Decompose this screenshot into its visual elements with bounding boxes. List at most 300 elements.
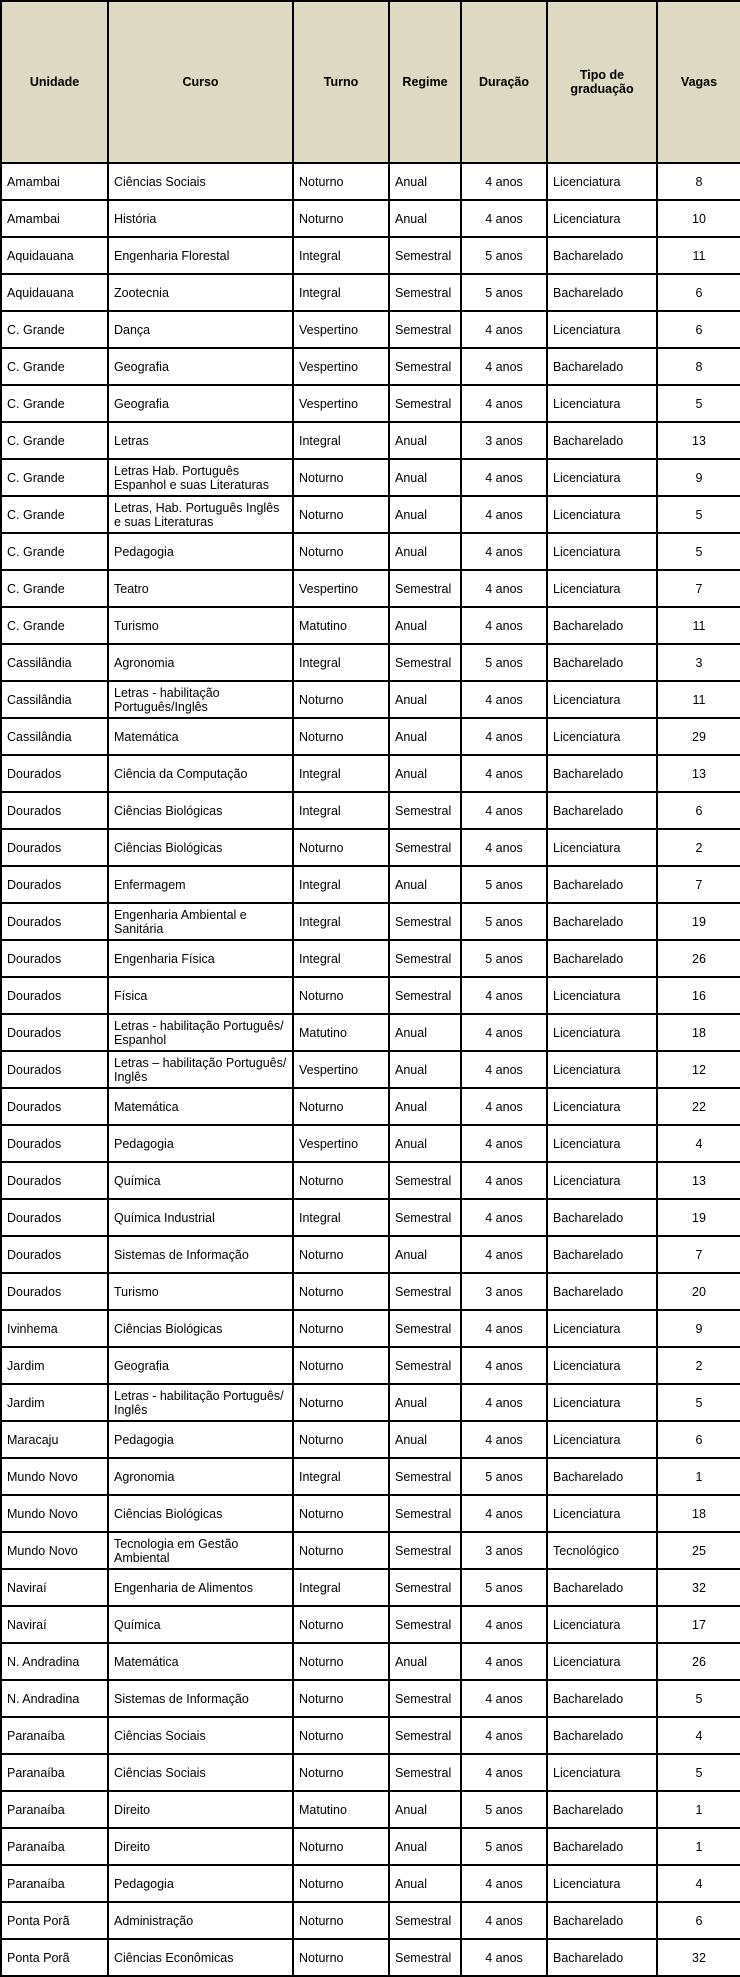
- cell-vagas: 1: [657, 1791, 740, 1828]
- cell-regime: Semestral: [389, 1347, 461, 1384]
- cell-regime: Anual: [389, 1236, 461, 1273]
- cell-regime: Semestral: [389, 237, 461, 274]
- cell-tipo-graduacao: Bacharelado: [547, 1828, 657, 1865]
- cell-regime: Anual: [389, 1088, 461, 1125]
- cell-tipo-graduacao: Licenciatura: [547, 977, 657, 1014]
- cell-turno: Noturno: [293, 977, 389, 1014]
- table-row: [1, 1310, 740, 1347]
- table-row: [1, 977, 740, 1014]
- cell-duracao: 4 anos: [461, 1199, 547, 1236]
- cell-duracao: 5 anos: [461, 866, 547, 903]
- cell-unidade: Paranaíba: [1, 1828, 108, 1865]
- cell-vagas: 8: [657, 163, 740, 200]
- cell-turno: Integral: [293, 274, 389, 311]
- cell-unidade: Naviraí: [1, 1569, 108, 1606]
- cell-regime: Semestral: [389, 348, 461, 385]
- cell-vagas: 13: [657, 422, 740, 459]
- cell-unidade: Amambai: [1, 163, 108, 200]
- cell-tipo-graduacao: Bacharelado: [547, 903, 657, 940]
- cell-vagas: 26: [657, 940, 740, 977]
- cell-turno: Noturno: [293, 200, 389, 237]
- cell-unidade: Naviraí: [1, 1606, 108, 1643]
- cell-curso: Pedagogia: [108, 1865, 293, 1902]
- table-row: [1, 1532, 740, 1569]
- cell-regime: Anual: [389, 1384, 461, 1421]
- table-row: [1, 755, 740, 792]
- cell-regime: Anual: [389, 1051, 461, 1088]
- cell-tipo-graduacao: Licenciatura: [547, 1347, 657, 1384]
- cell-regime: Anual: [389, 1865, 461, 1902]
- cell-vagas: 5: [657, 533, 740, 570]
- cell-duracao: 4 anos: [461, 792, 547, 829]
- cell-duracao: 4 anos: [461, 1014, 547, 1051]
- table-row: [1, 1236, 740, 1273]
- cell-curso: Enfermagem: [108, 866, 293, 903]
- cell-unidade: Aquidauana: [1, 274, 108, 311]
- cell-tipo-graduacao: Bacharelado: [547, 1939, 657, 1976]
- cell-turno: Matutino: [293, 1014, 389, 1051]
- cell-turno: Noturno: [293, 1606, 389, 1643]
- cell-vagas: 17: [657, 1606, 740, 1643]
- cell-duracao: 4 anos: [461, 1606, 547, 1643]
- table-row: [1, 1051, 740, 1088]
- table-row: [1, 1458, 740, 1495]
- cell-curso: Letras, Hab. Português Inglês e suas Literaturas: [108, 496, 293, 533]
- cell-regime: Semestral: [389, 1310, 461, 1347]
- cell-duracao: 4 anos: [461, 1310, 547, 1347]
- table-row: [1, 829, 740, 866]
- cell-duracao: 4 anos: [461, 1939, 547, 1976]
- cell-duracao: 4 anos: [461, 755, 547, 792]
- cell-duracao: 4 anos: [461, 1162, 547, 1199]
- cell-duracao: 5 anos: [461, 903, 547, 940]
- cell-tipo-graduacao: Licenciatura: [547, 1125, 657, 1162]
- cell-vagas: 6: [657, 1902, 740, 1939]
- table-row: [1, 644, 740, 681]
- cell-regime: Anual: [389, 422, 461, 459]
- cell-regime: Semestral: [389, 903, 461, 940]
- cell-duracao: 5 anos: [461, 274, 547, 311]
- cell-curso: Direito: [108, 1828, 293, 1865]
- header-unidade: Unidade: [1, 1, 108, 163]
- cell-regime: Anual: [389, 1421, 461, 1458]
- cell-tipo-graduacao: Licenciatura: [547, 163, 657, 200]
- cell-unidade: Dourados: [1, 792, 108, 829]
- cell-tipo-graduacao: Bacharelado: [547, 1569, 657, 1606]
- cell-unidade: Dourados: [1, 1273, 108, 1310]
- cell-duracao: 4 anos: [461, 570, 547, 607]
- cell-vagas: 25: [657, 1532, 740, 1569]
- table-row: [1, 1717, 740, 1754]
- cell-vagas: 5: [657, 1680, 740, 1717]
- table-row: [1, 1495, 740, 1532]
- cell-unidade: C. Grande: [1, 496, 108, 533]
- cell-duracao: 4 anos: [461, 533, 547, 570]
- cell-curso: Química: [108, 1606, 293, 1643]
- table-row: [1, 1828, 740, 1865]
- cell-turno: Noturno: [293, 1532, 389, 1569]
- cell-unidade: Jardim: [1, 1347, 108, 1384]
- cell-curso: Sistemas de Informação: [108, 1236, 293, 1273]
- cell-vagas: 8: [657, 348, 740, 385]
- cell-regime: Semestral: [389, 1902, 461, 1939]
- cell-turno: Matutino: [293, 607, 389, 644]
- cell-vagas: 4: [657, 1717, 740, 1754]
- cell-unidade: Dourados: [1, 755, 108, 792]
- cell-unidade: Ponta Porã: [1, 1902, 108, 1939]
- cell-unidade: Dourados: [1, 1088, 108, 1125]
- cell-vagas: 18: [657, 1014, 740, 1051]
- cell-regime: Anual: [389, 755, 461, 792]
- cell-duracao: 5 anos: [461, 1791, 547, 1828]
- cell-unidade: C. Grande: [1, 533, 108, 570]
- cell-vagas: 11: [657, 237, 740, 274]
- cell-tipo-graduacao: Licenciatura: [547, 1051, 657, 1088]
- cell-unidade: Paranaíba: [1, 1754, 108, 1791]
- cell-tipo-graduacao: Bacharelado: [547, 1199, 657, 1236]
- table-row: [1, 1606, 740, 1643]
- cell-vagas: 10: [657, 200, 740, 237]
- cell-turno: Noturno: [293, 1347, 389, 1384]
- table-row: [1, 607, 740, 644]
- cell-duracao: 5 anos: [461, 940, 547, 977]
- cell-turno: Integral: [293, 422, 389, 459]
- cell-unidade: Jardim: [1, 1384, 108, 1421]
- cell-tipo-graduacao: Bacharelado: [547, 940, 657, 977]
- cell-vagas: 26: [657, 1643, 740, 1680]
- table-row: [1, 1088, 740, 1125]
- cell-unidade: C. Grande: [1, 570, 108, 607]
- cell-duracao: 3 anos: [461, 1273, 547, 1310]
- cell-curso: Engenharia Ambiental e Sanitária: [108, 903, 293, 940]
- cell-unidade: C. Grande: [1, 311, 108, 348]
- table-row: [1, 422, 740, 459]
- cell-duracao: 5 anos: [461, 237, 547, 274]
- cell-curso: Química Industrial: [108, 1199, 293, 1236]
- cell-duracao: 4 anos: [461, 200, 547, 237]
- cell-duracao: 3 anos: [461, 1532, 547, 1569]
- cell-regime: Semestral: [389, 977, 461, 1014]
- cell-unidade: C. Grande: [1, 422, 108, 459]
- cell-curso: Engenharia Florestal: [108, 237, 293, 274]
- cell-turno: Noturno: [293, 1088, 389, 1125]
- cell-turno: Integral: [293, 644, 389, 681]
- cell-curso: Ciências Sociais: [108, 163, 293, 200]
- cell-vagas: 19: [657, 1199, 740, 1236]
- cell-turno: Noturno: [293, 496, 389, 533]
- cell-regime: Semestral: [389, 1532, 461, 1569]
- cell-unidade: Mundo Novo: [1, 1495, 108, 1532]
- cell-curso: Letras – habilitação Português/ Inglês: [108, 1051, 293, 1088]
- cell-turno: Noturno: [293, 1236, 389, 1273]
- cell-tipo-graduacao: Licenciatura: [547, 1421, 657, 1458]
- table-row: [1, 385, 740, 422]
- cell-vagas: 2: [657, 829, 740, 866]
- cell-duracao: 4 anos: [461, 607, 547, 644]
- cell-unidade: Dourados: [1, 940, 108, 977]
- cell-vagas: 32: [657, 1569, 740, 1606]
- header-tipo-graduacao: Tipo de graduação: [547, 1, 657, 163]
- cell-turno: Noturno: [293, 718, 389, 755]
- cell-turno: Noturno: [293, 1939, 389, 1976]
- table-row: [1, 681, 740, 718]
- cell-unidade: Mundo Novo: [1, 1532, 108, 1569]
- cell-turno: Matutino: [293, 1791, 389, 1828]
- cell-tipo-graduacao: Bacharelado: [547, 237, 657, 274]
- cell-tipo-graduacao: Licenciatura: [547, 1088, 657, 1125]
- cell-turno: Integral: [293, 792, 389, 829]
- cell-duracao: 5 anos: [461, 1458, 547, 1495]
- cell-duracao: 4 anos: [461, 1643, 547, 1680]
- cell-turno: Integral: [293, 237, 389, 274]
- cell-curso: Administração: [108, 1902, 293, 1939]
- table-row: [1, 1902, 740, 1939]
- table-row: [1, 1754, 740, 1791]
- cell-unidade: Cassilândia: [1, 681, 108, 718]
- cell-turno: Noturno: [293, 1310, 389, 1347]
- cell-tipo-graduacao: Bacharelado: [547, 1717, 657, 1754]
- cell-regime: Semestral: [389, 385, 461, 422]
- table-row: [1, 348, 740, 385]
- cell-tipo-graduacao: Licenciatura: [547, 496, 657, 533]
- table-row: [1, 1939, 740, 1976]
- cell-regime: Semestral: [389, 274, 461, 311]
- cell-regime: Anual: [389, 163, 461, 200]
- cell-curso: Ciências Sociais: [108, 1754, 293, 1791]
- cell-curso: Tecnologia em Gestão Ambiental: [108, 1532, 293, 1569]
- cell-regime: Anual: [389, 1014, 461, 1051]
- table-row: [1, 1569, 740, 1606]
- cell-curso: Engenharia Física: [108, 940, 293, 977]
- cell-regime: Anual: [389, 681, 461, 718]
- cell-unidade: Amambai: [1, 200, 108, 237]
- cell-duracao: 4 anos: [461, 1754, 547, 1791]
- cell-unidade: Dourados: [1, 1199, 108, 1236]
- cell-turno: Noturno: [293, 1754, 389, 1791]
- cell-unidade: C. Grande: [1, 459, 108, 496]
- cell-turno: Integral: [293, 903, 389, 940]
- header-regime: Regime: [389, 1, 461, 163]
- cell-curso: Ciências Biológicas: [108, 792, 293, 829]
- cell-regime: Semestral: [389, 1754, 461, 1791]
- cell-regime: Semestral: [389, 1495, 461, 1532]
- cell-vagas: 11: [657, 681, 740, 718]
- cell-vagas: 19: [657, 903, 740, 940]
- cell-regime: Anual: [389, 496, 461, 533]
- table-body: [1, 163, 740, 1976]
- cell-vagas: 13: [657, 1162, 740, 1199]
- cell-tipo-graduacao: Bacharelado: [547, 644, 657, 681]
- cell-unidade: Cassilândia: [1, 644, 108, 681]
- cell-regime: Anual: [389, 718, 461, 755]
- cell-regime: Semestral: [389, 311, 461, 348]
- cell-curso: Geografia: [108, 1347, 293, 1384]
- cell-regime: Semestral: [389, 940, 461, 977]
- table-row: [1, 1347, 740, 1384]
- cell-tipo-graduacao: Bacharelado: [547, 866, 657, 903]
- cell-turno: Noturno: [293, 163, 389, 200]
- cell-tipo-graduacao: Bacharelado: [547, 1273, 657, 1310]
- cell-regime: Anual: [389, 1643, 461, 1680]
- cell-turno: Integral: [293, 866, 389, 903]
- cell-curso: Engenharia de Alimentos: [108, 1569, 293, 1606]
- table-row: [1, 274, 740, 311]
- cell-regime: Anual: [389, 533, 461, 570]
- cell-tipo-graduacao: Bacharelado: [547, 755, 657, 792]
- cell-vagas: 6: [657, 274, 740, 311]
- cell-duracao: 4 anos: [461, 718, 547, 755]
- cell-vagas: 18: [657, 1495, 740, 1532]
- cell-vagas: 12: [657, 1051, 740, 1088]
- cell-duracao: 5 anos: [461, 644, 547, 681]
- cell-tipo-graduacao: Licenciatura: [547, 1384, 657, 1421]
- cell-curso: Física: [108, 977, 293, 1014]
- cell-unidade: Ponta Porã: [1, 1939, 108, 1976]
- cell-turno: Noturno: [293, 459, 389, 496]
- cell-turno: Integral: [293, 1569, 389, 1606]
- cell-tipo-graduacao: Licenciatura: [547, 1606, 657, 1643]
- cell-vagas: 6: [657, 1421, 740, 1458]
- cell-regime: Anual: [389, 1828, 461, 1865]
- cell-turno: Noturno: [293, 1495, 389, 1532]
- cell-tipo-graduacao: Licenciatura: [547, 1310, 657, 1347]
- table-row: [1, 311, 740, 348]
- cell-curso: Sistemas de Informação: [108, 1680, 293, 1717]
- cell-tipo-graduacao: Bacharelado: [547, 607, 657, 644]
- cell-turno: Integral: [293, 940, 389, 977]
- cell-duracao: 4 anos: [461, 1680, 547, 1717]
- cell-duracao: 5 anos: [461, 1569, 547, 1606]
- cell-curso: Ciências Econômicas: [108, 1939, 293, 1976]
- cell-vagas: 2: [657, 1347, 740, 1384]
- cell-turno: Vespertino: [293, 1125, 389, 1162]
- cell-curso: Pedagogia: [108, 1125, 293, 1162]
- cell-turno: Noturno: [293, 1680, 389, 1717]
- cell-curso: Pedagogia: [108, 533, 293, 570]
- cell-tipo-graduacao: Licenciatura: [547, 681, 657, 718]
- cell-curso: Direito: [108, 1791, 293, 1828]
- cell-tipo-graduacao: Licenciatura: [547, 570, 657, 607]
- cell-duracao: 4 anos: [461, 1236, 547, 1273]
- cell-vagas: 1: [657, 1828, 740, 1865]
- cell-unidade: Dourados: [1, 1051, 108, 1088]
- cell-curso: Letras - habilitação Português/ Espanhol: [108, 1014, 293, 1051]
- cell-regime: Anual: [389, 459, 461, 496]
- cell-tipo-graduacao: Bacharelado: [547, 1458, 657, 1495]
- cell-duracao: 4 anos: [461, 459, 547, 496]
- table-row: [1, 459, 740, 496]
- cell-duracao: 4 anos: [461, 1384, 547, 1421]
- cell-turno: Noturno: [293, 1643, 389, 1680]
- cell-tipo-graduacao: Bacharelado: [547, 1902, 657, 1939]
- cell-duracao: 4 anos: [461, 1421, 547, 1458]
- cell-duracao: 4 anos: [461, 977, 547, 1014]
- table-row: [1, 1199, 740, 1236]
- cell-vagas: 20: [657, 1273, 740, 1310]
- cell-tipo-graduacao: Licenciatura: [547, 385, 657, 422]
- table-row: [1, 940, 740, 977]
- cell-vagas: 7: [657, 570, 740, 607]
- cell-unidade: C. Grande: [1, 607, 108, 644]
- table-row: [1, 1643, 740, 1680]
- table-row: [1, 237, 740, 274]
- cell-regime: Anual: [389, 607, 461, 644]
- cell-curso: Matemática: [108, 1643, 293, 1680]
- header-duracao: Duração: [461, 1, 547, 163]
- header-curso: Curso: [108, 1, 293, 163]
- cell-duracao: 4 anos: [461, 1125, 547, 1162]
- cell-unidade: N. Andradina: [1, 1680, 108, 1717]
- cell-turno: Noturno: [293, 1162, 389, 1199]
- cell-tipo-graduacao: Licenciatura: [547, 1643, 657, 1680]
- cell-duracao: 4 anos: [461, 1051, 547, 1088]
- cell-unidade: Ivinhema: [1, 1310, 108, 1347]
- cell-turno: Noturno: [293, 1902, 389, 1939]
- cell-tipo-graduacao: Licenciatura: [547, 1014, 657, 1051]
- cell-regime: Anual: [389, 1125, 461, 1162]
- cell-curso: Ciência da Computação: [108, 755, 293, 792]
- cell-turno: Vespertino: [293, 570, 389, 607]
- cell-unidade: Maracaju: [1, 1421, 108, 1458]
- cell-vagas: 11: [657, 607, 740, 644]
- table-row: [1, 1125, 740, 1162]
- table-row: [1, 1865, 740, 1902]
- cell-duracao: 4 anos: [461, 496, 547, 533]
- cell-unidade: Paranaíba: [1, 1791, 108, 1828]
- cell-turno: Noturno: [293, 681, 389, 718]
- cell-vagas: 13: [657, 755, 740, 792]
- cell-turno: Integral: [293, 1458, 389, 1495]
- cell-tipo-graduacao: Bacharelado: [547, 1791, 657, 1828]
- table-row: [1, 866, 740, 903]
- cell-vagas: 32: [657, 1939, 740, 1976]
- cell-curso: Turismo: [108, 607, 293, 644]
- cell-tipo-graduacao: Tecnológico: [547, 1532, 657, 1569]
- cell-tipo-graduacao: Licenciatura: [547, 459, 657, 496]
- cell-duracao: 4 anos: [461, 163, 547, 200]
- cell-curso: Ciências Biológicas: [108, 829, 293, 866]
- cell-tipo-graduacao: Bacharelado: [547, 348, 657, 385]
- cell-vagas: 5: [657, 1754, 740, 1791]
- cell-curso: Ciências Sociais: [108, 1717, 293, 1754]
- cell-vagas: 6: [657, 311, 740, 348]
- cell-vagas: 7: [657, 1236, 740, 1273]
- cell-turno: Noturno: [293, 1384, 389, 1421]
- cell-turno: Vespertino: [293, 1051, 389, 1088]
- cell-tipo-graduacao: Bacharelado: [547, 1680, 657, 1717]
- cell-duracao: 4 anos: [461, 348, 547, 385]
- cell-regime: Semestral: [389, 1939, 461, 1976]
- table-row: [1, 533, 740, 570]
- cell-turno: Noturno: [293, 1421, 389, 1458]
- cell-regime: Semestral: [389, 792, 461, 829]
- cell-unidade: C. Grande: [1, 348, 108, 385]
- cell-duracao: 4 anos: [461, 1902, 547, 1939]
- cell-curso: Química: [108, 1162, 293, 1199]
- cell-duracao: 3 anos: [461, 422, 547, 459]
- table-row: [1, 1162, 740, 1199]
- cell-turno: Integral: [293, 755, 389, 792]
- cell-regime: Semestral: [389, 1273, 461, 1310]
- cell-curso: Ciências Biológicas: [108, 1495, 293, 1532]
- table-row: [1, 570, 740, 607]
- cell-curso: Matemática: [108, 718, 293, 755]
- cell-unidade: Dourados: [1, 977, 108, 1014]
- table-row: [1, 792, 740, 829]
- cell-vagas: 9: [657, 1310, 740, 1347]
- cell-duracao: 4 anos: [461, 1347, 547, 1384]
- cell-duracao: 4 anos: [461, 829, 547, 866]
